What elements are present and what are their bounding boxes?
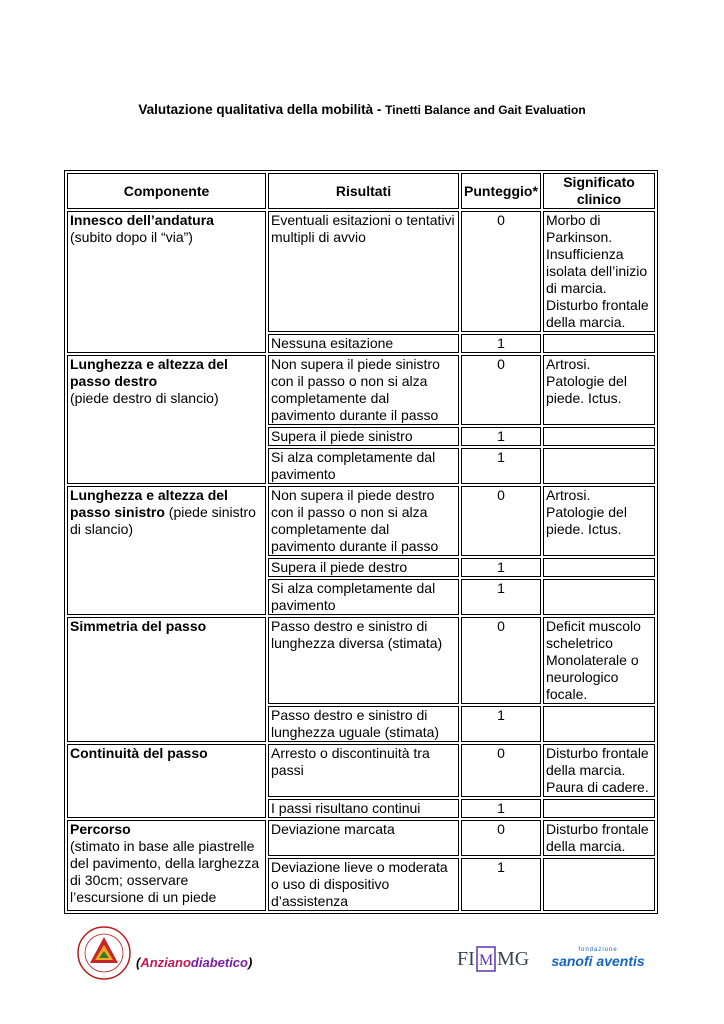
fimmg-logo-icon — [455, 939, 530, 979]
medical-seal-logo-icon — [76, 925, 132, 981]
meaning-cell — [543, 334, 655, 353]
component-title: Continuità del passo — [70, 745, 208, 761]
score-cell: 0 — [461, 744, 541, 797]
component-title: Innesco dell’andatura — [70, 212, 214, 228]
score-cell: 0 — [461, 486, 541, 556]
score-cell: 0 — [461, 211, 541, 332]
result-cell: Nessuna esitazione — [268, 334, 459, 353]
component-cell — [67, 617, 266, 742]
svg-text:M: M — [479, 952, 494, 969]
meaning-cell — [543, 579, 655, 615]
svg-text:MG: MG — [497, 948, 530, 970]
footer-logos — [0, 925, 724, 985]
score-cell: 1 — [461, 799, 541, 818]
score-cell: 0 — [461, 355, 541, 425]
logo-anziano-text: Anziano — [140, 955, 191, 970]
score-cell: 1 — [461, 579, 541, 615]
meaning-cell: Deficit muscolo scheletrico Monolaterale o neurologico focale. — [543, 617, 655, 704]
meaning-cell: Disturbo frontale della marcia. — [543, 820, 655, 856]
result-cell: Si alza completamente dal pavimento — [268, 448, 459, 484]
component-note: (piede destro di slancio) — [70, 390, 219, 406]
result-cell: Passo destro e sinistro di lunghezza uguale (stimata) — [268, 706, 459, 742]
header-componente: Componente — [67, 173, 266, 209]
result-cell: Si alza completamente dal pavimento — [268, 579, 459, 615]
component-title: Percorso — [70, 821, 131, 837]
table-row — [67, 617, 655, 704]
meaning-cell: Artrosi. Patologie del piede. Ictus. — [543, 355, 655, 425]
result-cell: Eventuali esitazioni o tentativi multipli di avvio — [268, 211, 459, 332]
title-main: Valutazione qualitativa della mobilità - — [138, 102, 386, 117]
result-cell: Non supera il piede sinistro con il passo o non si alza completamente dal pavimento durante il passo — [268, 355, 459, 425]
table-row — [67, 744, 655, 797]
score-cell: 1 — [461, 334, 541, 353]
score-cell: 1 — [461, 558, 541, 577]
table-row — [67, 211, 655, 332]
meaning-cell — [543, 558, 655, 577]
score-cell: 1 — [461, 427, 541, 446]
logo-fondazione-text: fondazione — [578, 947, 618, 953]
score-cell: 1 — [461, 706, 541, 742]
logo-diabetico-text: diabetico — [190, 955, 248, 970]
header-punteggio: Punteggio* — [461, 173, 541, 209]
table-row — [67, 820, 655, 856]
sanofi-aventis-logo — [543, 947, 653, 969]
table-row — [67, 355, 655, 425]
score-cell: 1 — [461, 858, 541, 911]
document-title — [0, 102, 724, 117]
result-cell: Deviazione marcata — [268, 820, 459, 856]
component-cell — [67, 744, 266, 818]
meaning-cell — [543, 448, 655, 484]
header-significato: Significato clinico — [543, 173, 655, 209]
meaning-cell — [543, 706, 655, 742]
meaning-cell — [543, 799, 655, 818]
result-cell: Arresto o discontinuità tra passi — [268, 744, 459, 797]
score-cell: 0 — [461, 820, 541, 856]
anziano-diabetico-logo: (Anzianodiabetico) — [136, 955, 253, 970]
score-cell: 0 — [461, 617, 541, 704]
meaning-cell: Artrosi. Patologie del piede. Ictus. — [543, 486, 655, 556]
component-note: (stimato in base alle piastrelle del pavimento, della larghezza di 30cm; osservare l’escursione di un piede — [70, 838, 260, 905]
component-title: Lunghezza e altezza del passo destro — [70, 356, 228, 389]
result-cell: I passi risultano continui — [268, 799, 459, 818]
logo-sanofi-text: sanofi aventis — [551, 953, 645, 969]
result-cell: Non supera il piede destro con il passo o non si alza completamente dal pavimento durante il passo — [268, 486, 459, 556]
component-cell — [67, 355, 266, 484]
header-risultati: Risultati — [268, 173, 459, 209]
component-title: Simmetria del passo — [70, 618, 207, 634]
component-cell — [67, 211, 266, 353]
component-title: Lunghezza e altezza del passo sinistro — [70, 487, 228, 520]
result-cell: Supera il piede sinistro — [268, 427, 459, 446]
result-cell: Deviazione lieve o moderata o uso di dispositivo d’assistenza — [268, 858, 459, 911]
meaning-cell — [543, 858, 655, 911]
tinetti-gait-table — [64, 170, 658, 914]
result-cell: Passo destro e sinistro di lunghezza diversa (stimata) — [268, 617, 459, 704]
meaning-cell: Morbo di Parkinson. Insufficienza isolata dell’inizio di marcia. Disturbo frontale della marcia. — [543, 211, 655, 332]
component-cell — [67, 486, 266, 615]
component-cell — [67, 820, 266, 911]
meaning-cell: Disturbo frontale della marcia. Paura di cadere. — [543, 744, 655, 797]
score-cell: 1 — [461, 448, 541, 484]
component-note: (piede sinistro di slancio) — [70, 504, 256, 537]
meaning-cell — [543, 427, 655, 446]
table-row — [67, 486, 655, 556]
table-header-row — [67, 173, 655, 209]
result-cell: Supera il piede destro — [268, 558, 459, 577]
svg-text:FI: FI — [457, 948, 475, 970]
component-note: (subito dopo il “via”) — [70, 229, 193, 245]
title-sub: Tinetti Balance and Gait Evaluation — [385, 103, 586, 117]
